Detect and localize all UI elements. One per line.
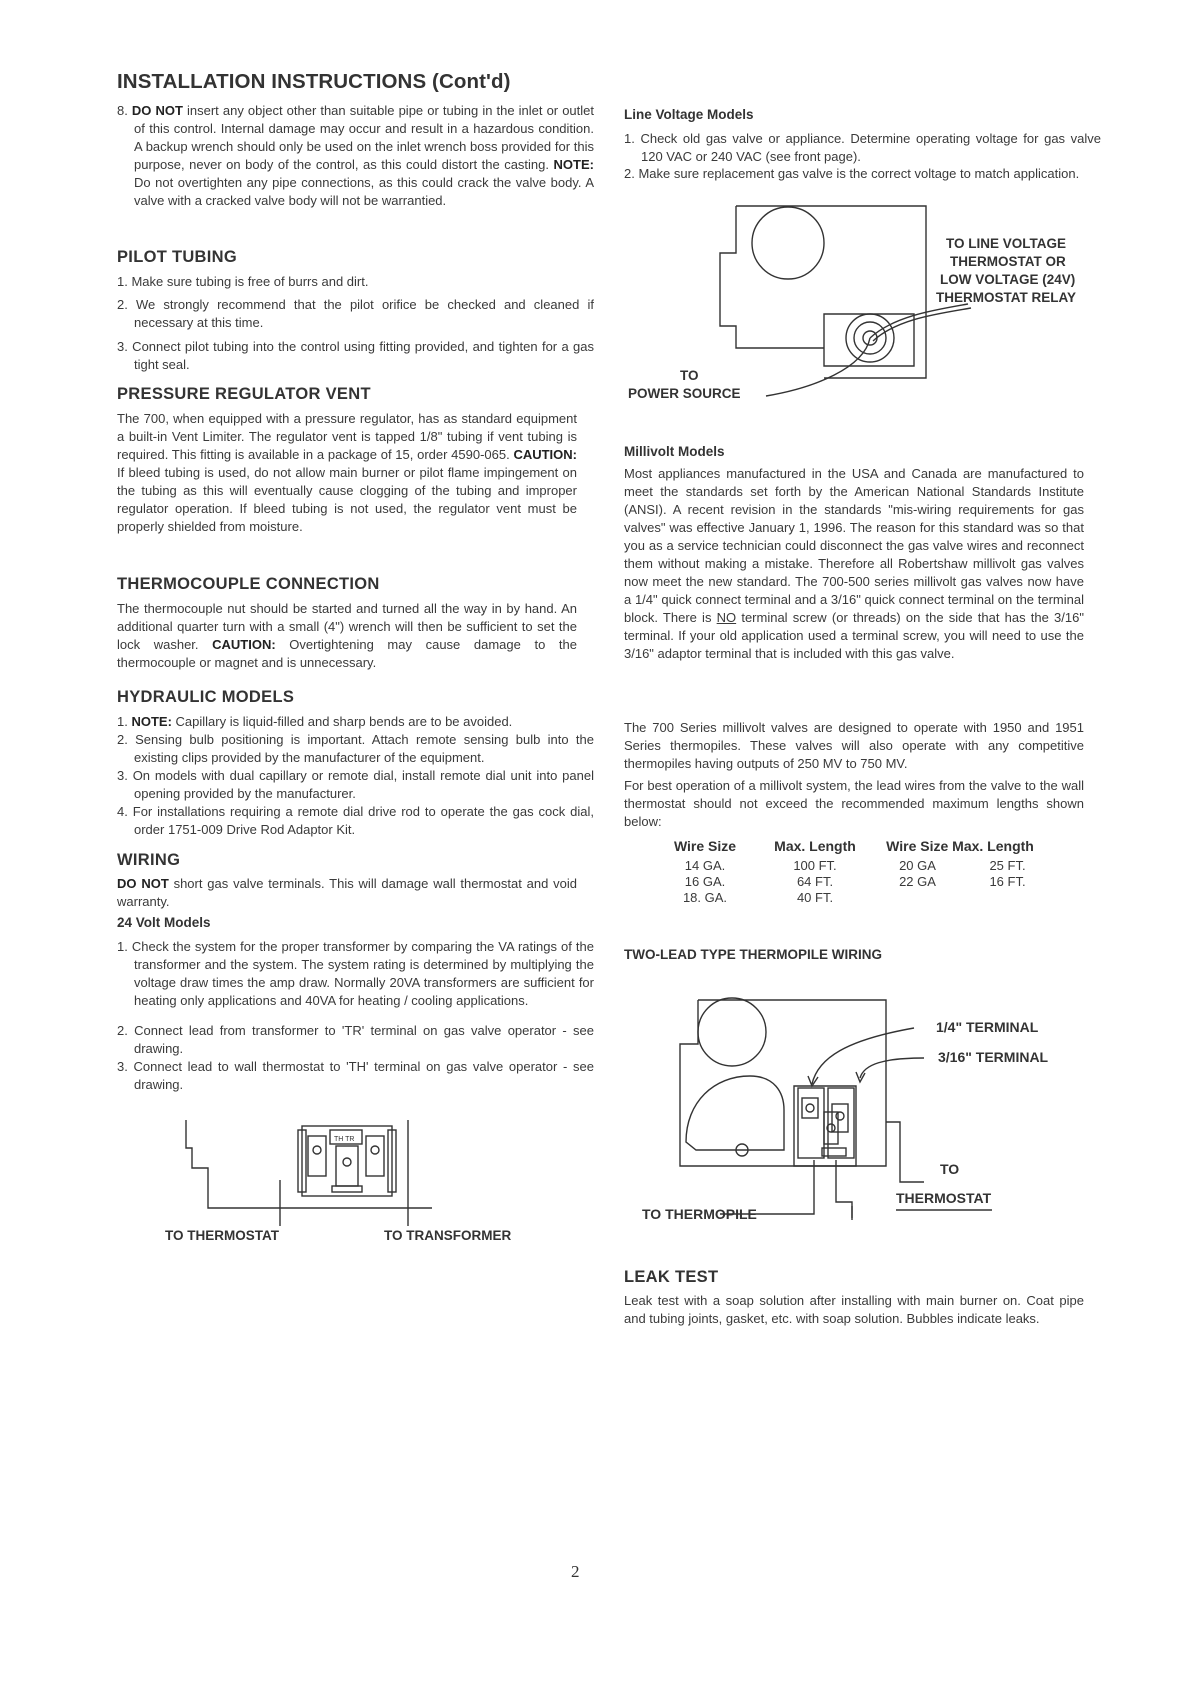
page-number: 2 xyxy=(571,1562,580,1581)
millivolt-heading: Millivolt Models xyxy=(624,444,725,459)
valve-knob xyxy=(752,207,824,279)
header-wire-size-max-length: Wire Size Max. Length xyxy=(886,838,1034,854)
cell: 22 GA xyxy=(899,874,936,889)
table-row xyxy=(650,890,1050,906)
valve-body-outline xyxy=(720,206,926,378)
terminal-th-tr-text: TH TR xyxy=(334,1136,355,1143)
millivolt-text xyxy=(624,465,1084,663)
hydraulic-item-4: 4. For installations requiring a remote dial drive rod to operate the gas cock dial, order 1751-009 Drive Rod Adaptor Kit. xyxy=(117,804,594,837)
cell: 18. GA. xyxy=(682,890,728,905)
thermocouple-text2: Overtightening may cause damage to the thermocouple or magnet and is unnecessary. xyxy=(117,637,577,670)
table-header-row xyxy=(650,838,1050,854)
pilot-tubing-heading: PILOT TUBING xyxy=(117,248,238,266)
hydraulic-heading: HYDRAULIC MODELS xyxy=(117,688,295,706)
millivolt-text1: Most appliances manufactured in the USA and Canada are manufactured to meet the standards set forth by the American National Standards Institute (ANSI). A recent revision in the standards "mis-wiring requirements for gas valves" was effective January 1, 1996. The reason for this standard was so that you as a service technician could disconnect the gas valve wires and reconnect them without making a mistake. Therefore all Robertshaw millivolt gas valves now meet the new standard. The 700-500 series millivolt gas valves now have a 1/4" quick connect terminal and a 3/16" quick connect terminal on the terminal block. There is xyxy=(624,466,1084,625)
cell: 64 FT. xyxy=(796,874,834,889)
item-8-text1: insert any object other than suitable pipe or tubing in the inlet or outlet of this control. Internal damage may occur and result in a hazardous condition. A backup wrench should only be used on the inlet wrench boss provided for this purpose, never on body of the control, as this could distort the casting. xyxy=(134,103,594,172)
three-sixteenth-terminal-label: 3/16" TERMINAL xyxy=(938,1049,1049,1065)
hydraulic-item-1-note: NOTE: xyxy=(131,714,172,729)
thermopile-wiring-diagram xyxy=(624,992,1094,1232)
thermocouple-heading: THERMOCOUPLE CONNECTION xyxy=(117,575,380,593)
wiring-item-3: 3. Connect lead to wall thermostat to 'TH' terminal on gas valve operator - see drawing. xyxy=(117,1059,594,1092)
line-voltage-item-1: 1. Check old gas valve or appliance. Determine operating voltage for gas valve 120 VAC or 240 VAC (see front page). xyxy=(624,131,1101,164)
thermopile-cap xyxy=(686,1076,784,1150)
to-label: TO xyxy=(940,1161,960,1177)
cell: 16 GA. xyxy=(684,874,726,889)
pressure-vent-heading: PRESSURE REGULATOR VENT xyxy=(117,385,371,403)
table-row xyxy=(650,854,1050,874)
hydraulic-item-1-text: Capillary is liquid-filled and sharp bends are to be avoided. xyxy=(171,714,513,729)
valve-knob xyxy=(698,998,766,1066)
valve-body-outline xyxy=(186,1120,432,1208)
to-line-voltage-label-1: TO LINE VOLTAGE xyxy=(946,236,1067,251)
thermocouple-text xyxy=(117,600,577,672)
cell: 20 GA xyxy=(899,858,936,873)
thermocouple-caution: CAUTION: xyxy=(212,637,276,652)
pilot-item-1: 1. Make sure tubing is free of burrs and dirt. xyxy=(117,274,369,289)
thermostat-lead xyxy=(886,1122,924,1182)
pilot-item-3: 3. Connect pilot tubing into the control using fitting provided, and tighten for a gas tight seal. xyxy=(117,339,594,372)
hydraulic-item-1-num: 1. xyxy=(117,714,128,729)
item-8-num: 8. xyxy=(117,103,128,118)
millivolt-para2: The 700 Series millivolt valves are designed to operate with 1950 and 1951 Series thermopiles. These valves will also operate with any competitive thermopiles having outputs of 250 MV to 750 MV. xyxy=(624,720,1084,771)
cell: 14 GA. xyxy=(684,858,726,873)
pressure-vent-caution: CAUTION: xyxy=(513,447,577,462)
24-volt-heading: 24 Volt Models xyxy=(117,915,211,930)
wiring-text-body: short gas valve terminals. This will damage wall thermostat and void warranty. xyxy=(117,876,577,909)
pilot-item-2: 2. We strongly recommend that the pilot orifice be checked and cleaned if necessary at this time. xyxy=(117,297,594,330)
item-8-note: NOTE: xyxy=(553,157,594,172)
hydraulic-item-3: 3. On models with dual capillary or remote dial, install remote dial unit into panel opening provided by the manufacturer. xyxy=(117,768,594,801)
cell: 100 FT. xyxy=(793,858,837,873)
cell: 40 FT. xyxy=(796,890,834,905)
valve-body-outline xyxy=(680,1000,886,1166)
wire-size-table xyxy=(650,838,1050,906)
cell: 16 FT. xyxy=(989,874,1026,889)
hydraulic-item-1 xyxy=(117,713,594,731)
to-transformer-label: TO TRANSFORMER xyxy=(384,1228,512,1243)
to-line-voltage-label-4: THERMOSTAT RELAY xyxy=(936,290,1077,305)
wiring-heading: WIRING xyxy=(117,851,181,869)
thermostat-label: THERMOSTAT xyxy=(896,1190,992,1206)
line-voltage-item-2: 2. Make sure replacement gas valve is the correct voltage to match application. xyxy=(624,166,1080,181)
quarter-terminal-label: 1/4" TERMINAL xyxy=(936,1019,1039,1035)
wiring-item-1: 1. Check the system for the proper transformer by comparing the VA ratings of the transformer and the system. The system rating is determined by multiplying the voltage draw times the amp draw. Normally 20VA transformers are sufficient for heating only applications and 40VA for heating / cooling applications. xyxy=(117,939,594,1008)
wiring-item-2: 2. Connect lead from transformer to 'TR' terminal on gas valve operator - see drawing. xyxy=(117,1023,594,1056)
to-power-label-1: TO xyxy=(680,368,699,383)
to-power-label-2: POWER SOURCE xyxy=(628,386,741,401)
to-line-voltage-label-3: LOW VOLTAGE (24V) xyxy=(940,272,1076,287)
item-8-text2: Do not overtighten any pipe connections, as this could crack the valve body. A valve with a cracked valve body will not be warrantied. xyxy=(134,175,594,208)
millivolt-text2: terminal screw (or threads) on the side that has the 3/16" terminal. If your old application used a terminal screw, you will need to use the 3/16" adaptor terminal that is included with this gas valve. xyxy=(624,610,1084,661)
three-sixteenth-arrow xyxy=(860,1058,924,1078)
thermopile-lead-2 xyxy=(836,1160,852,1220)
to-line-voltage-label-2: THERMOSTAT OR xyxy=(950,254,1066,269)
line-voltage-heading: Line Voltage Models xyxy=(624,107,754,122)
to-thermopile-label: TO THERMOPILE xyxy=(642,1206,757,1222)
to-thermostat-label: TO THERMOSTAT xyxy=(165,1228,279,1243)
item-8-do-not: DO NOT xyxy=(131,103,183,118)
wire-to-power xyxy=(766,338,870,396)
pressure-vent-text2: If bleed tubing is used, do not allow main burner or pilot flame impingement on the tubing as this will eventually cause clogging of the tubing and improper regulator operation. If bleed tubing is not used, the regulator vent must be properly shielded from moisture. xyxy=(117,465,577,534)
24v-wiring-diagram xyxy=(140,1108,560,1248)
header-max-length: Max. Length xyxy=(774,838,856,854)
wiring-text xyxy=(117,875,577,911)
pressure-vent-text1: The 700, when equipped with a pressure regulator, has as standard equipment a built-in Vent Limiter. The regulator vent is tapped 1/8" tubing if vent tubing is required. This fitting is available in a package of 15, order 4590-065. xyxy=(117,411,577,462)
two-lead-heading: TWO-LEAD TYPE THERMOPILE WIRING xyxy=(624,947,882,962)
cell: 25 FT. xyxy=(989,858,1026,873)
millivolt-no: NO xyxy=(716,610,737,625)
item-8 xyxy=(117,102,594,210)
leak-test-heading: LEAK TEST xyxy=(624,1268,719,1286)
hydraulic-item-2: 2. Sensing bulb positioning is important. Attach remote sensing bulb into the existing clips provided by the manufacturer of the equipment. xyxy=(117,732,594,765)
pressure-vent-text xyxy=(117,410,577,536)
leak-test-text: Leak test with a soap solution after installing with main burner on. Coat pipe and tubing joints, gasket, etc. with soap solution. Bubbles indicate leaks. xyxy=(624,1293,1084,1326)
header-wire-size: Wire Size xyxy=(673,838,737,854)
thermocouple-text1: The thermocouple nut should be started and turned all the way in by hand. An additional quarter turn with a small (4") wrench will then be sufficient to set the lock washer. xyxy=(117,601,577,652)
millivolt-para3: For best operation of a millivolt system, the lead wires from the valve to the wall thermostat should not exceed the recommended maximum lengths shown below: xyxy=(624,778,1084,829)
wiring-do-not: DO NOT xyxy=(117,876,169,891)
line-voltage-diagram xyxy=(624,198,1094,408)
table-row xyxy=(650,874,1050,890)
page-title: INSTALLATION INSTRUCTIONS (Cont'd) xyxy=(117,70,511,93)
